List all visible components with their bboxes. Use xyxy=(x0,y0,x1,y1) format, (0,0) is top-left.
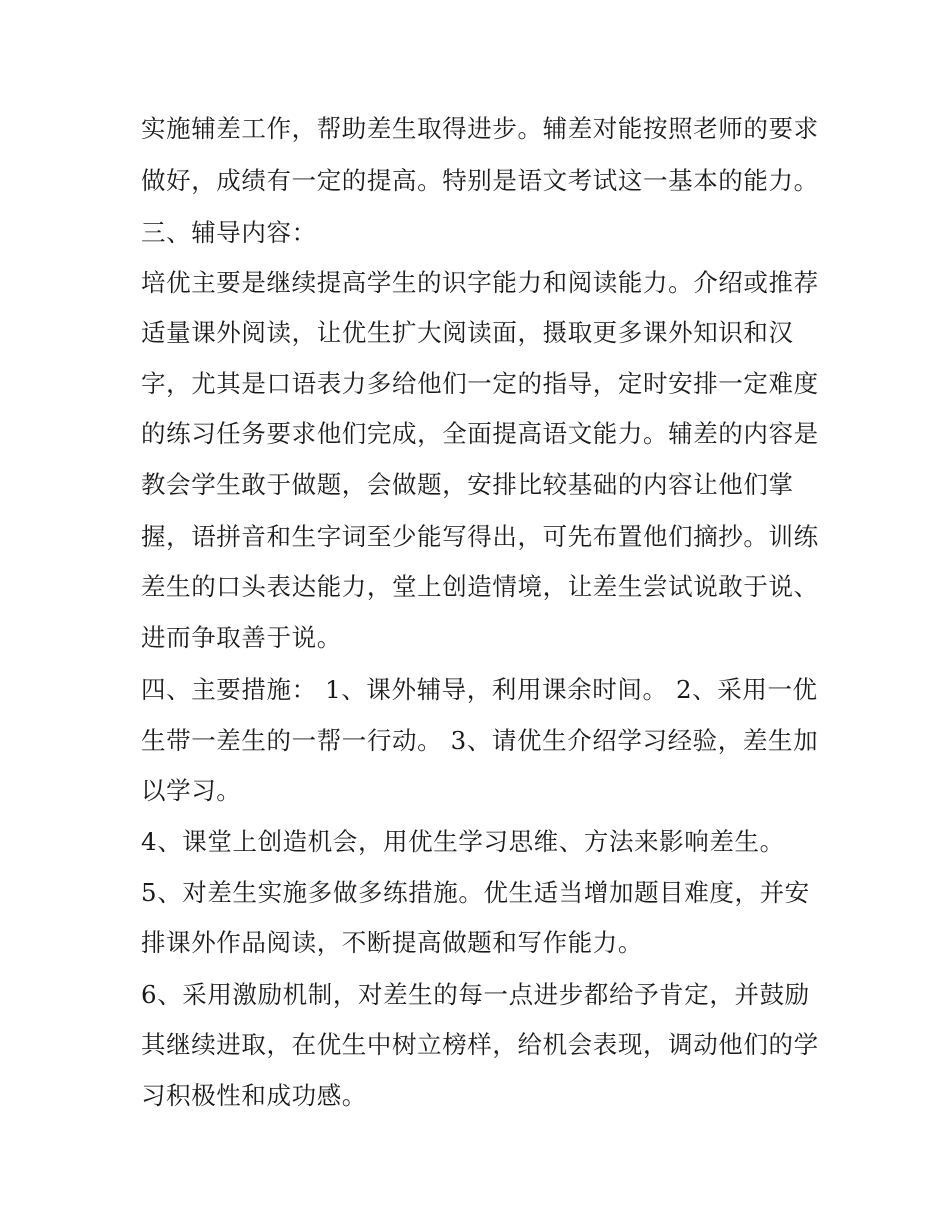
text-line: 培优主要是继续提高学生的识字能力和阅读能力。介绍或推荐 xyxy=(141,268,819,297)
text-line: 握，语拼音和生字词至少能写得出，可先布置他们摘抄。训练 xyxy=(141,522,819,551)
text-line: 进而争取善于说。 xyxy=(141,623,342,652)
text-line: 其继续进取，在优生中树立榜样，给机会表现，调动他们的学 xyxy=(141,1030,819,1059)
text-line: 的练习任务要求他们完成，全面提高语文能力。辅差的内容是 xyxy=(141,419,819,448)
text-line: 差生的口头表达能力，堂上创造情境，让差生尝试说敢于说、 xyxy=(141,572,819,601)
text-line: 教会学生敢于做题，会做题，安排比较基础的内容让他们掌 xyxy=(141,470,794,499)
text-line: 做好，成绩有一定的提高。特别是语文考试这一基本的能力。 xyxy=(141,166,819,195)
text-line: 字，尤其是口语表力多给他们一定的指导，定时安排一定难度 xyxy=(141,369,819,398)
list-item: 5、对差生实施多做多练措施。优生适当增加题目难度，并安 xyxy=(141,878,810,907)
text-line: 适量课外阅读，让优生扩大阅读面，摄取更多课外知识和汉 xyxy=(141,318,794,347)
list-item: 4、课堂上创造机会，用优生学习思维、方法来影响差生。 xyxy=(141,827,785,856)
section-heading: 四、主要措施： 1、课外辅导，利用课余时间。 2、采用一优 xyxy=(141,675,818,704)
list-item: 6、采用激励机制，对差生的每一点进步都给予肯定，并鼓励 xyxy=(141,980,810,1009)
text-line: 习积极性和成功感。 xyxy=(141,1081,367,1110)
section-heading: 三、辅导内容： xyxy=(141,218,317,247)
text-line: 生带一差生的一帮一行动。 3、请优生介绍学习经验，差生加 xyxy=(141,726,819,755)
text-line: 实施辅差工作，帮助差生取得进步。辅差对能按照老师的要求 xyxy=(141,114,819,143)
text-line: 排课外作品阅读，不断提高做题和写作能力。 xyxy=(141,928,643,957)
text-line: 以学习。 xyxy=(141,776,242,805)
